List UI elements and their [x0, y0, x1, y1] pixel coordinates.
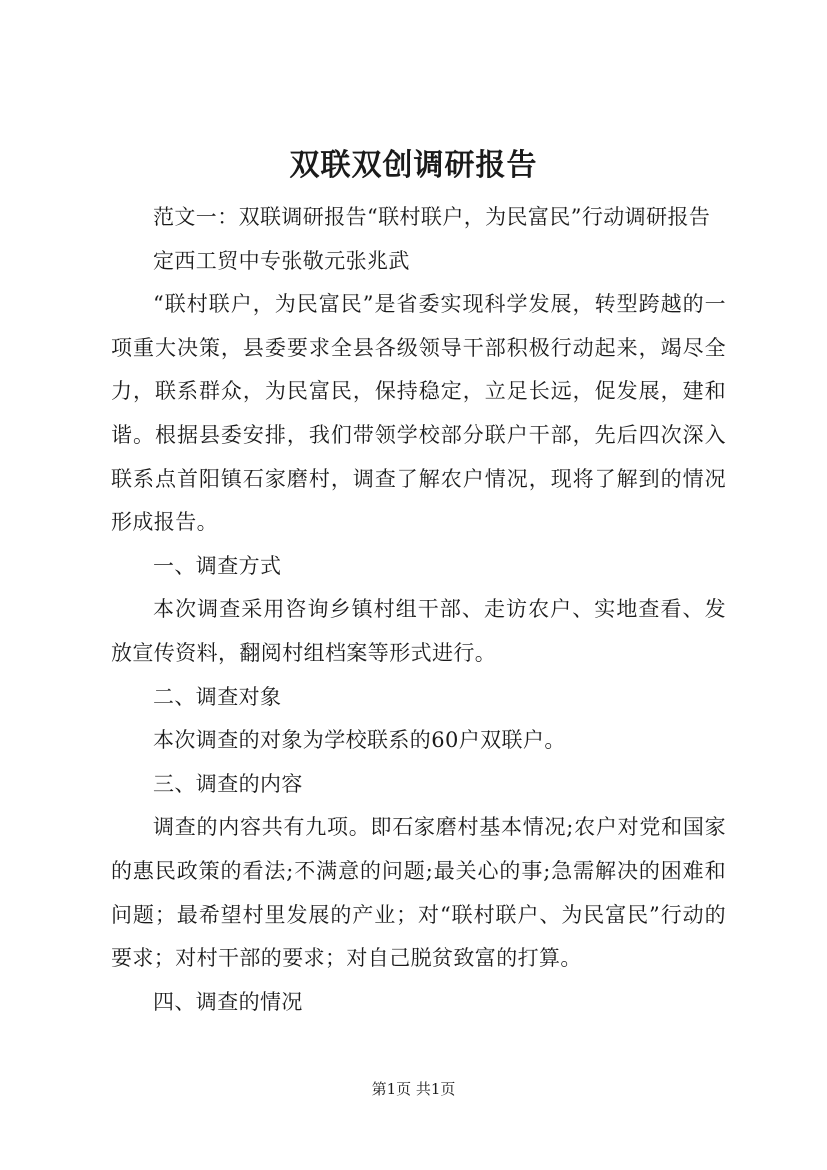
paragraph-intro: 范文一：双联调研报告“联村联户，为民富民”行动调研报告: [153, 205, 711, 229]
section-heading-content: 三、调查的内容: [153, 771, 303, 796]
section-heading-method: 一、调查方式: [153, 553, 282, 578]
section-heading-situation: 四、调查的情况: [153, 989, 303, 1014]
document-body: [111, 196, 726, 1024]
page-footer: 第1页 共1页: [371, 1080, 456, 1098]
paragraph-background: “联村联户，为民富民”是省委实现科学发展，转型跨越的一项重大决策，县委要求全县各级领导干部积极行动起来，竭尽全力，联系群众，为民富民，保持稳定，立足长远，促发展，建和谐。根据县委安排，我们带领学校部分联户干部，先后四次深入联系点首阳镇石家磨村，调查了解农户情况，现将了解到的情况形成报告。: [111, 292, 726, 535]
paragraph-method: 本次调查采用咨询乡镇村组干部、走访农户、实地查看、发放宣传资料，翻阅村组档案等形式进行。: [111, 597, 726, 665]
paragraph-content: 调查的内容共有九项。即石家磨村基本情况;农户对党和国家的惠民政策的看法;不满意的问题;最关心的事;急需解决的困难和问题；最希望村里发展的产业；对“联村联户、为民富民”行动的要求；对村干部的要求；对自己脱贫致富的打算。: [111, 815, 726, 971]
document-title: 双联双创调研报告: [289, 148, 538, 183]
section-heading-subjects: 二、调查对象: [153, 684, 282, 709]
paragraph-subjects: 本次调查的对象为学校联系的60户双联户。: [153, 728, 566, 753]
paragraph-authors: 定西工贸中专张敬元张兆武: [153, 248, 410, 273]
